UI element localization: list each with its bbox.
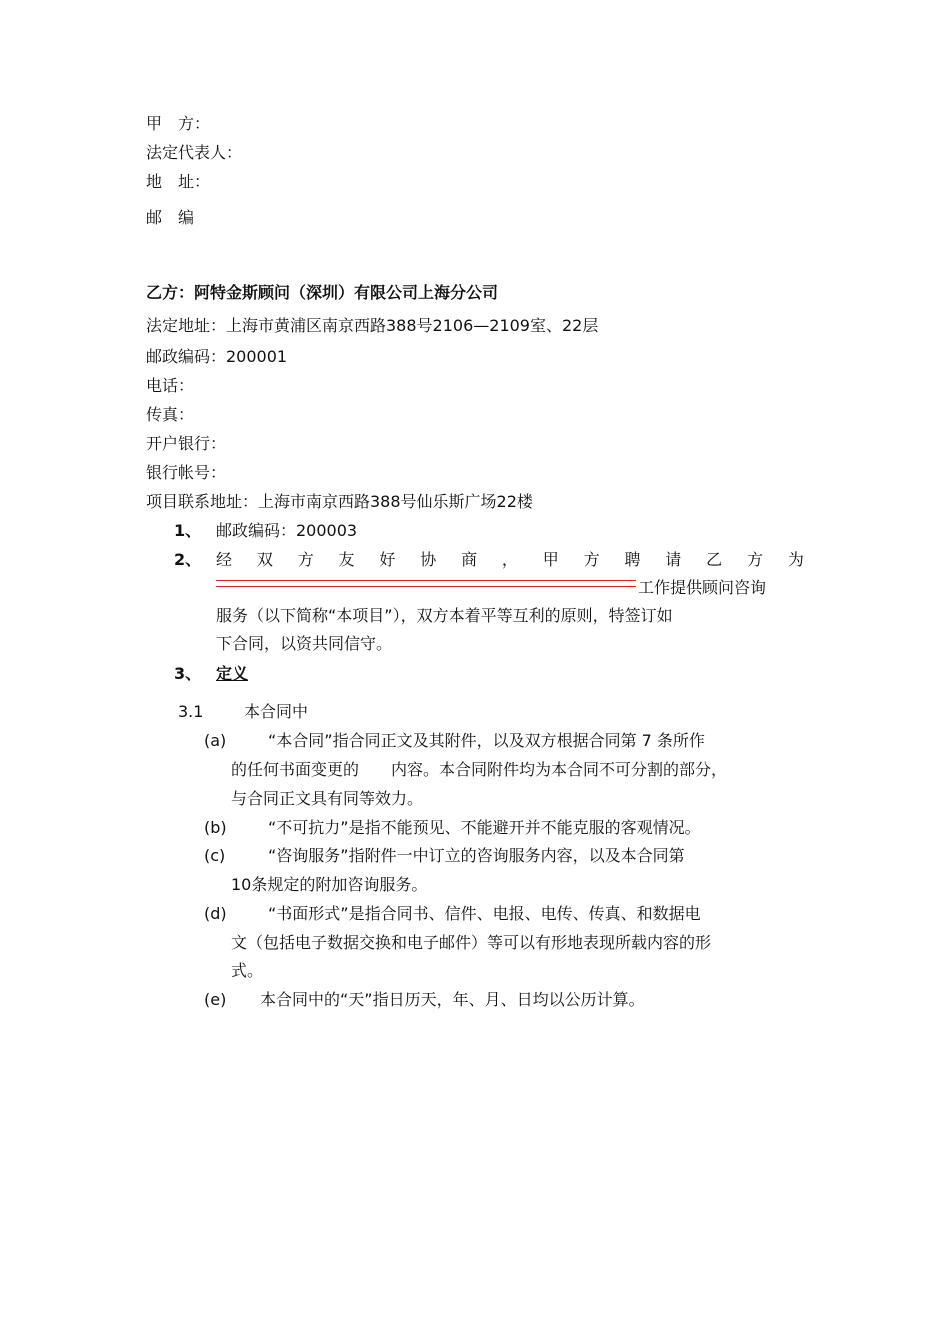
def-a-line-3: 与合同正文具有同等效力。 <box>231 789 424 808</box>
party-a-rep-label: 法定代表人： <box>146 143 243 162</box>
party-b-project-address: 项目联系地址：上海市南京西路388号仙乐斯广场22楼 <box>146 492 533 511</box>
item-1-number: 1、 <box>174 521 202 540</box>
party-b-account: 银行帐号： <box>146 463 227 482</box>
def-a-line-1: “本合同”指合同正文及其附件，以及双方根据合同第 7 条所作 <box>268 731 705 750</box>
party-b-phone: 电话： <box>146 376 195 395</box>
item-2-number: 2、 <box>174 550 202 569</box>
def-b-label: (b) <box>204 818 227 837</box>
item-2-word: 友 <box>338 550 355 569</box>
def-c-line-1: “咨询服务”指附件一中订立的咨询服务内容，以及本合同第 <box>268 846 685 865</box>
item-2-word: 聘 <box>624 550 641 569</box>
party-b-fax: 传真： <box>146 405 195 424</box>
item-2-word: 方 <box>297 550 314 569</box>
item-2-line-2: 工作提供顾问咨询 <box>638 578 767 597</box>
item-2-word: 方 <box>583 550 600 569</box>
item-2-word: 甲 <box>542 550 559 569</box>
def-e-line-1: 本合同中的“天”指日历天，年、月、日均以公历计算。 <box>260 990 645 1009</box>
def-b-line-1: “不可抗力”是指不能预见、不能避开并不能克服的客观情况。 <box>268 818 701 837</box>
item-2-line-1 <box>216 550 804 570</box>
blank-fill-line <box>216 580 636 587</box>
section-title: 本合同中 <box>244 702 309 721</box>
item-2-word: ， <box>501 550 518 569</box>
item-2-word: 协 <box>420 550 437 569</box>
item-2-word: 乙 <box>706 550 723 569</box>
item-3-heading: 定义 <box>216 664 249 683</box>
party-a-label: 甲 方： <box>146 114 211 133</box>
def-d-line-1: “书面形式”是指合同书、信件、电报、电传、传真、和数据电 <box>268 904 701 923</box>
party-b-postcode: 邮政编码：200001 <box>146 347 288 366</box>
item-2-line-4: 下合同，以资共同信守。 <box>216 634 393 653</box>
party-a-addr-label: 地 址： <box>146 172 211 191</box>
item-2-word: 请 <box>665 550 682 569</box>
party-a-post-label: 邮 编 <box>146 208 195 227</box>
def-d-line-3: 式。 <box>231 961 264 980</box>
item-2-word: 经 <box>216 550 233 569</box>
party-b-title: 乙方：阿特金斯顾问（深圳）有限公司上海分公司 <box>146 283 499 302</box>
section-number: 3.1 <box>178 702 204 721</box>
party-b-bank: 开户银行： <box>146 434 227 453</box>
def-c-label: (c) <box>204 846 226 865</box>
item-1-text: 邮政编码：200003 <box>216 521 358 540</box>
item-2-word: 为 <box>787 550 804 569</box>
def-d-line-2: 文（包括电子数据交换和电子邮件）等可以有形地表现所载内容的形 <box>231 933 712 952</box>
def-d-label: (d) <box>204 904 227 923</box>
item-2-word: 双 <box>256 550 273 569</box>
party-b-address: 法定地址：上海市黄浦区南京西路388号2106—2109室、22层 <box>146 316 599 335</box>
item-3-number: 3、 <box>174 664 202 683</box>
item-2-line-3: 服务（以下简称“本项目”），双方本着平等互利的原则，特签订如 <box>216 606 673 625</box>
def-c-line-2: 10条规定的附加咨询服务。 <box>231 875 428 894</box>
item-2-word: 好 <box>379 550 396 569</box>
def-a-label: (a) <box>204 731 227 750</box>
def-a-line-2: 的任何书面变更的 内容。本合同附件均为本合同不可分割的部分， <box>231 760 728 779</box>
item-2-word: 商 <box>461 550 478 569</box>
def-e-label: (e) <box>204 990 227 1009</box>
item-2-word: 方 <box>746 550 763 569</box>
